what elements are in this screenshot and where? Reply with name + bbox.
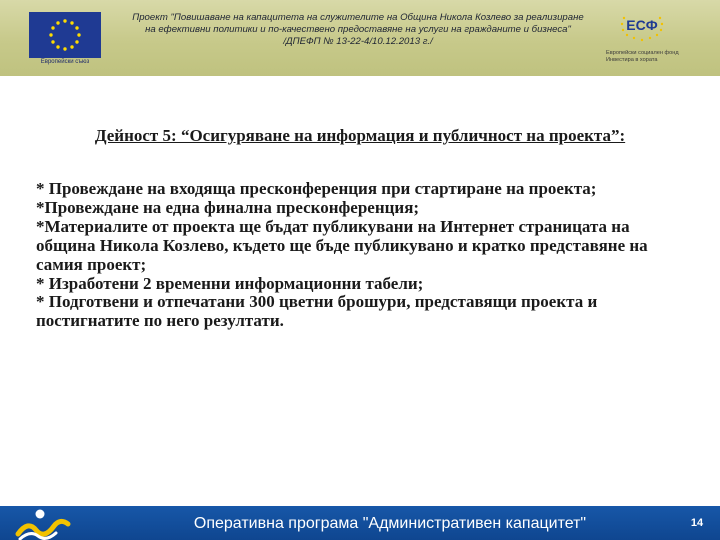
eu-flag-icon (29, 12, 101, 58)
esf-caption-line: Европейски социален фонд (606, 50, 679, 56)
activity-list (36, 180, 690, 331)
eu-logo (29, 12, 101, 66)
project-line: на ефективни политики и по-качествено предоставяне на услуги на гражданите и бизнеса" (145, 24, 571, 35)
program-logo-icon (10, 506, 76, 540)
list-item: * Изработени 2 временни информационни табели; (36, 273, 424, 293)
esf-label: ЕСФ (626, 17, 658, 33)
page-number: 14 (690, 517, 704, 529)
project-line: /ДПЕФП № 13-22-4/10.12.2013 г./ (283, 36, 433, 47)
eu-caption: Европейски съюз (40, 59, 90, 65)
esf-logo (606, 10, 710, 68)
header-banner (0, 0, 720, 76)
esf-mark-icon (618, 10, 666, 50)
list-item: * Подготвени и отпечатани 300 цветни брошури, представящи проекта и постигнатите по него резултати. (36, 292, 598, 331)
list-item: *Провеждане на една финална пресконференция; (36, 197, 420, 217)
project-line: Проект "Повишаване на капацитета на служителите на Община Никола Козлево за реализиране (132, 12, 584, 23)
list-item: * Провеждане на входяща пресконференция при стартиране на проекта; (36, 179, 597, 198)
project-description (108, 12, 608, 48)
esf-caption-line: Инвестира в хората (606, 57, 658, 63)
footer-bar (0, 506, 720, 540)
esf-caption (606, 50, 710, 64)
list-item: *Материалите от проекта ще бъдат публикувани на Интернет страницата на община Никола Козлево, където ще бъде публикувано и кратко представяне на самия проект; (36, 216, 648, 274)
slide-heading: Дейност 5: “Осигуряване на информация и публичност на проекта”: (94, 126, 626, 145)
program-title: Оперативна програма "Административен капацитет" (193, 515, 587, 532)
